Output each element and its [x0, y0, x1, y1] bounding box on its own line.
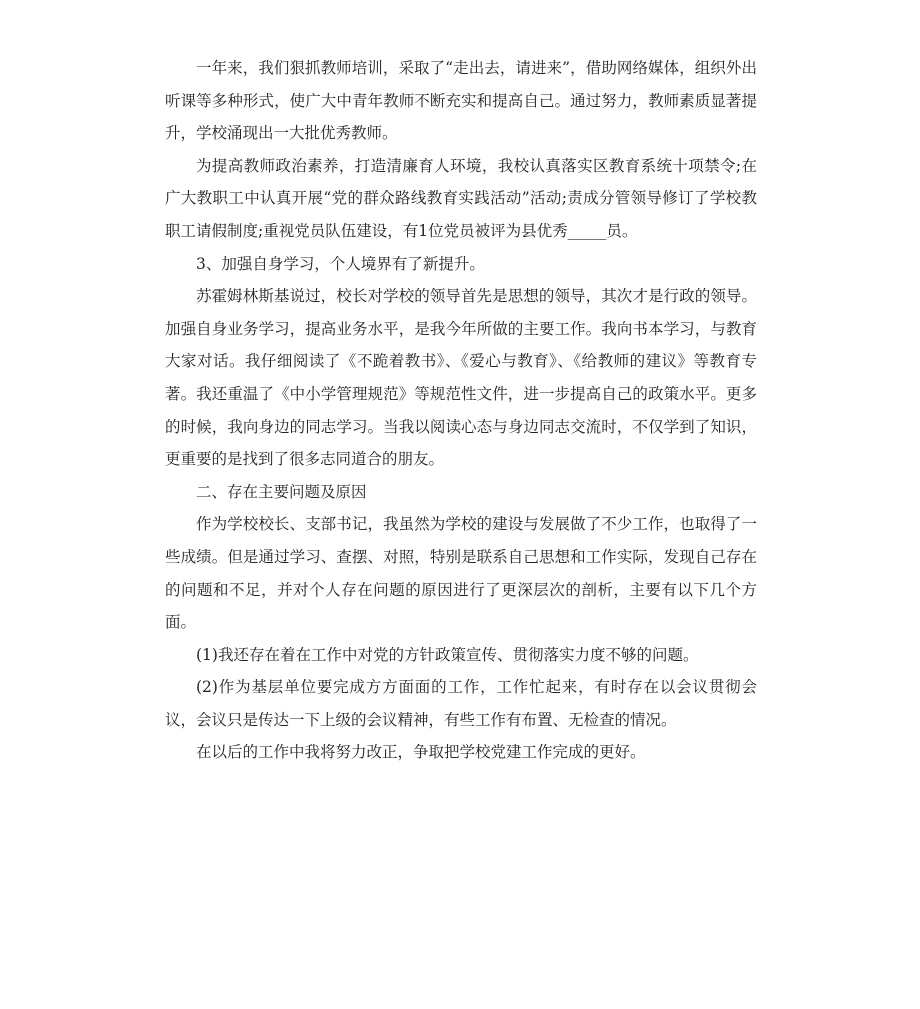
paragraph-self-study: 苏霍姆林斯基说过，校长对学校的领导首先是思想的领导，其次才是行政的领导。加强自身业务学习，提高业务水平，是我今年所做的主要工作。我向书本学习，与教育大家对话。我仔细阅读了《不跪着教书》、《爱心与教育》、《给教师的建议》等教育专著。我还重温了《中小学管理规范》等规范性文件，进一步提高自己的政策水平。更多的时候，我向身边的同志学习。当我以阅读心态与身边同志交流时，不仅学到了知识，更重要的是找到了很多志同道合的朋友。	[165, 287, 757, 469]
paragraph-problem-2: (2)作为基层单位要完成方方面面的工作，工作忙起来，有时存在以会议贯彻会议，会议只是传达一下上级的会议精神，有些工作有布置、无检查的情况。	[165, 678, 757, 729]
paragraph-conclusion: 在以后的工作中我将努力改正，争取把学校党建工作完成的更好。	[196, 743, 646, 762]
paragraph-problems-intro: 作为学校校长、支部书记，我虽然为学校的建设与发展做了不少工作，也取得了一些成绩。但是通过学习、查摆、对照，特别是联系自己思想和工作实际，发现自己存在的问题和不足，并对个人存在问题的原因进行了更深层次的剖析，主要有以下几个方面。	[165, 515, 757, 632]
paragraph-teacher-training: 一年来，我们狠抓教师培训，采取了“走出去，请进来”，借助网络媒体，组织外出听课等多种形式，使广大中青年教师不断充实和提高自己。通过努力，教师素质显著提升，学校涌现出一大批优秀教师。	[165, 59, 757, 143]
paragraph-problem-1: (1)我还存在着在工作中对党的方针政策宣传、贯彻落实力度不够的问题。	[196, 645, 699, 664]
document-body	[165, 52, 757, 769]
paragraph-political-quality: 为提高教师政治素养，打造清廉育人环境，我校认真落实区教育系统十项禁令;在广大教职工中认真开展“党的群众路线教育实践活动”活动;责成分管领导修订了学校教职工请假制度;重视党员队伍建设，有1位党员被评为县优秀_____员。	[165, 156, 757, 240]
section-heading-self-study: 3、加强自身学习，个人境界有了新提升。	[196, 254, 485, 273]
section-heading-problems: 二、存在主要问题及原因	[196, 482, 367, 501]
